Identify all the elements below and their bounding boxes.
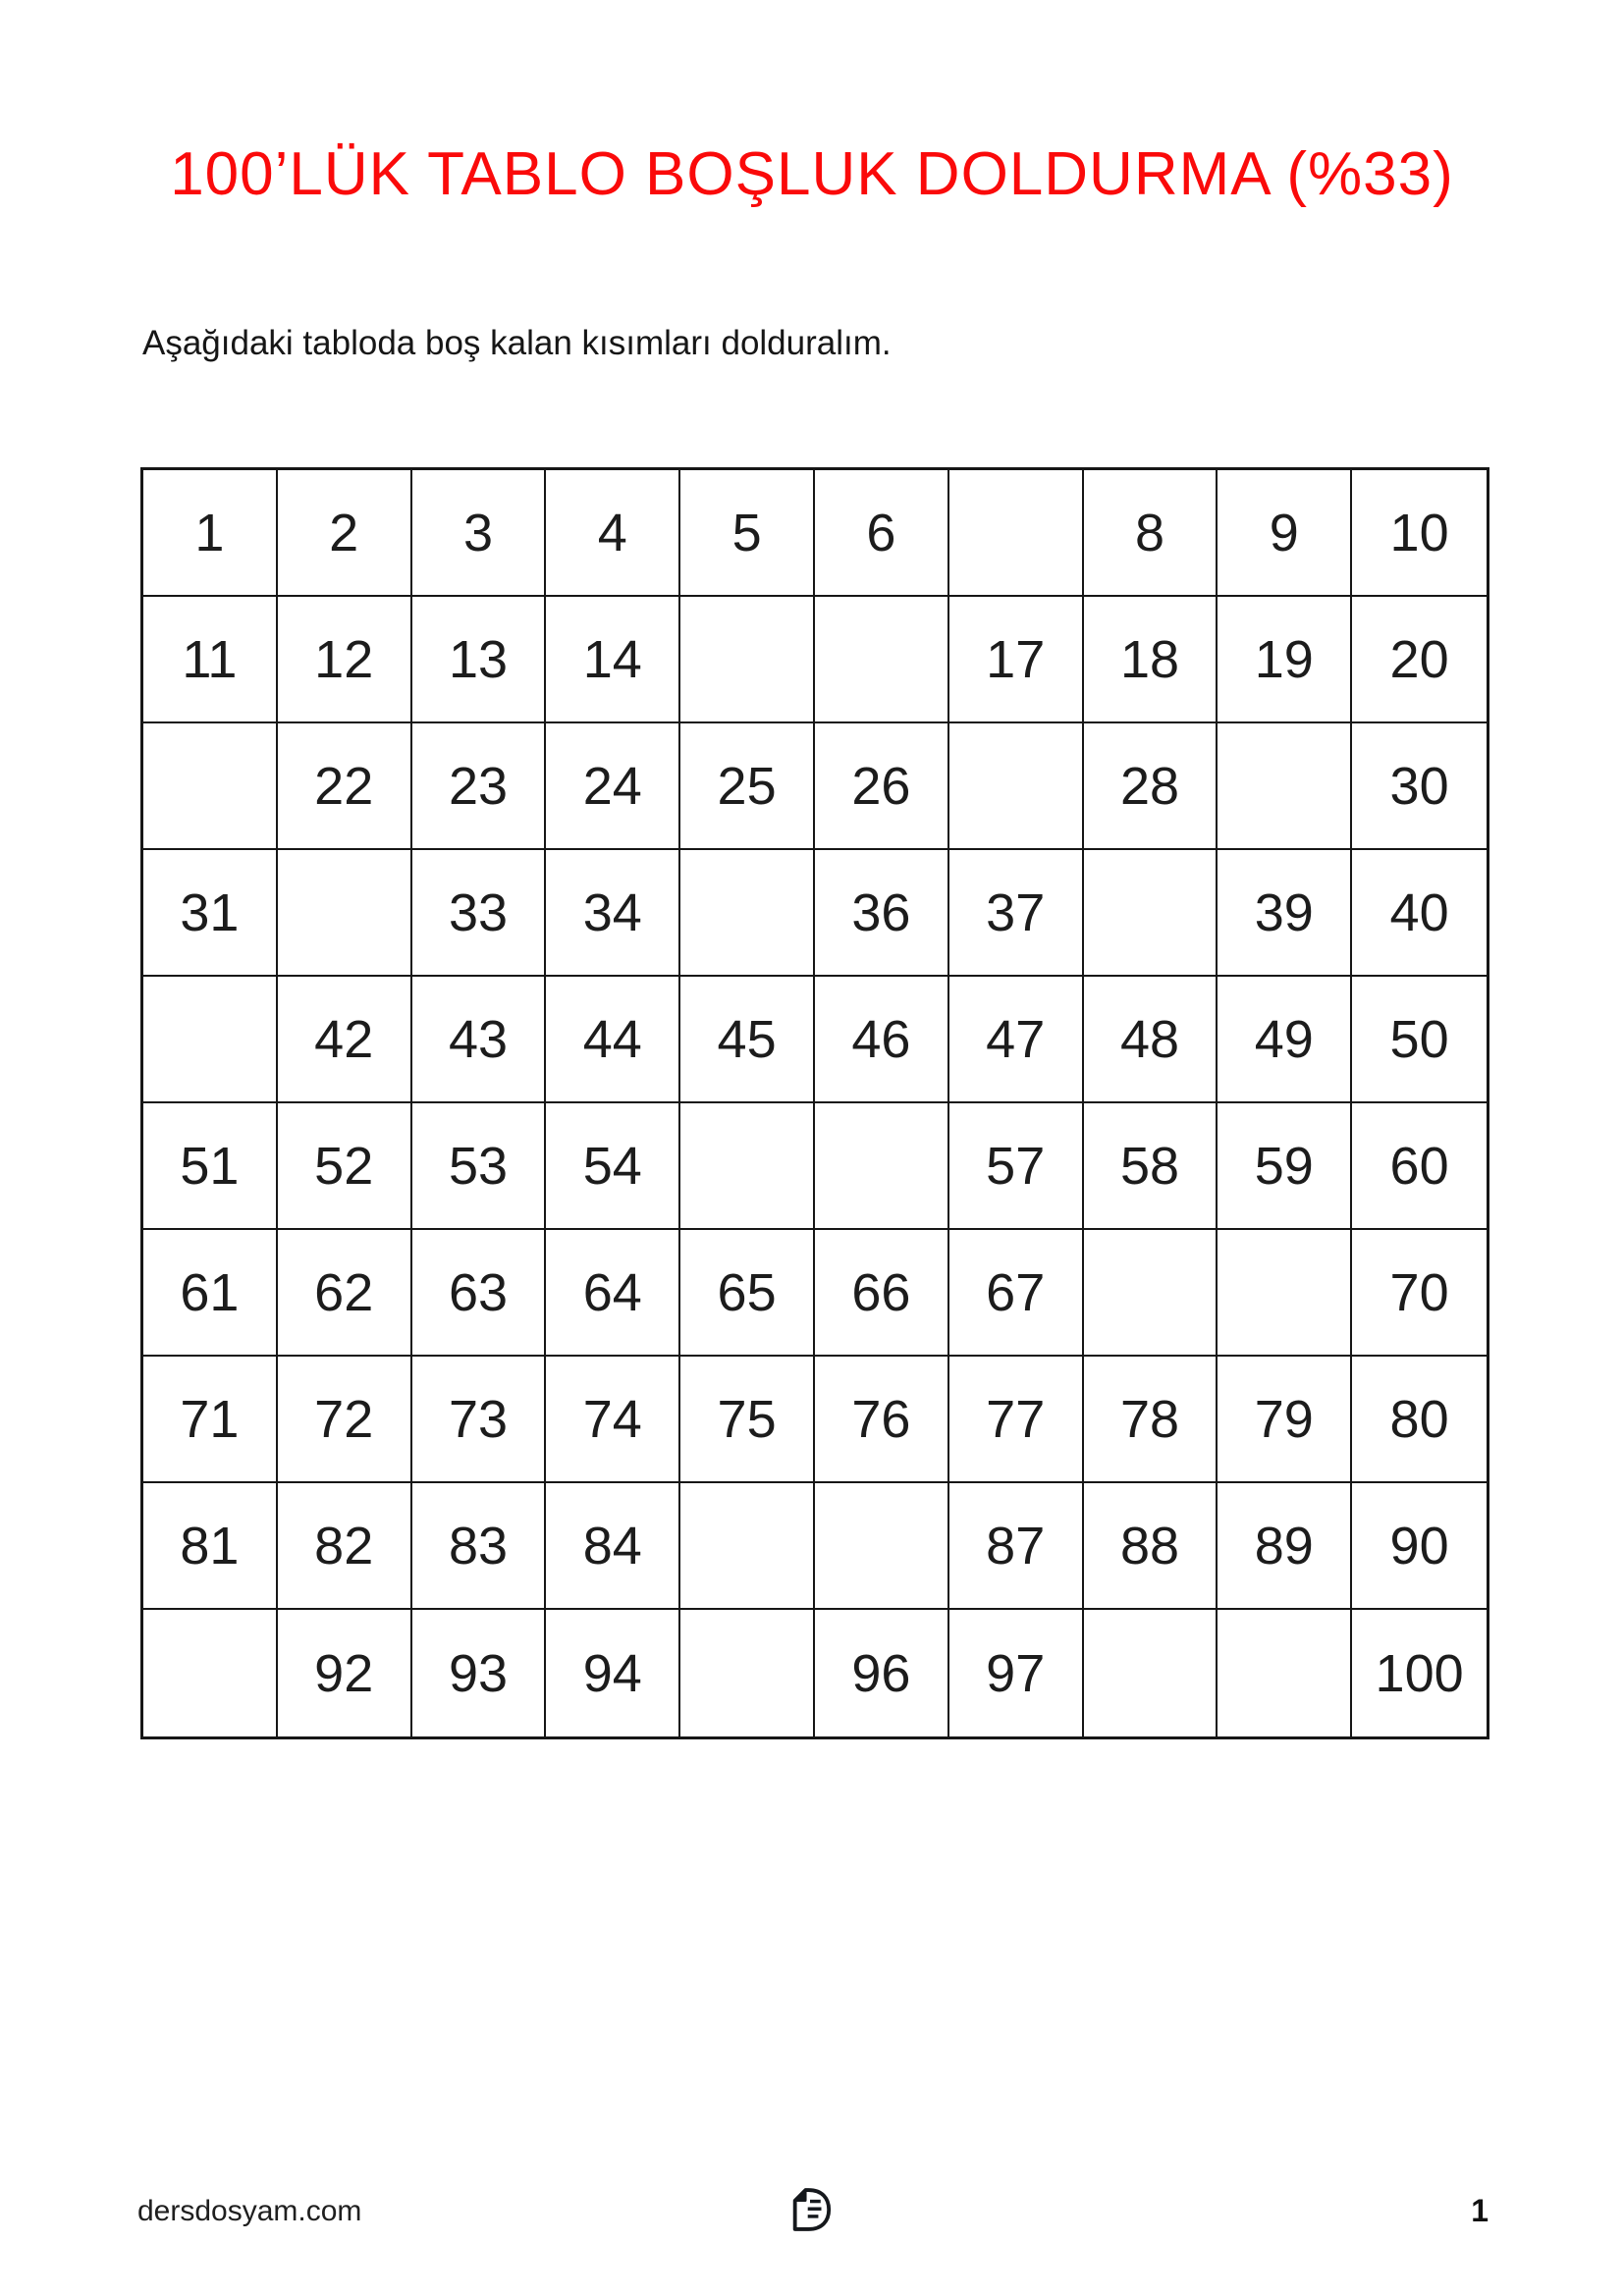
hundred-table xyxy=(140,467,1489,1739)
table-cell: 94 xyxy=(546,1610,680,1736)
table-cell: 53 xyxy=(412,1103,547,1230)
page-number: 1 xyxy=(1471,2193,1489,2228)
table-cell: 49 xyxy=(1218,977,1352,1103)
table-cell: 73 xyxy=(412,1357,547,1483)
table-cell-blank xyxy=(680,1103,815,1230)
table-cell-blank xyxy=(815,597,949,723)
table-cell: 57 xyxy=(949,1103,1084,1230)
table-cell-blank xyxy=(143,723,278,850)
table-cell: 11 xyxy=(143,597,278,723)
dersdosyam-logo-icon xyxy=(788,2187,832,2232)
table-cell: 61 xyxy=(143,1230,278,1357)
table-cell: 48 xyxy=(1084,977,1218,1103)
table-cell: 2 xyxy=(278,470,412,597)
table-cell: 18 xyxy=(1084,597,1218,723)
website-text: dersdosyam.com xyxy=(137,2195,362,2227)
table-cell-blank xyxy=(949,470,1084,597)
table-cell: 20 xyxy=(1352,597,1487,723)
table-cell-blank xyxy=(680,1610,815,1736)
table-cell: 83 xyxy=(412,1483,547,1610)
table-cell: 31 xyxy=(143,850,278,977)
table-cell: 74 xyxy=(546,1357,680,1483)
table-cell: 80 xyxy=(1352,1357,1487,1483)
table-cell: 97 xyxy=(949,1610,1084,1736)
table-cell: 82 xyxy=(278,1483,412,1610)
table-cell: 70 xyxy=(1352,1230,1487,1357)
table-cell: 90 xyxy=(1352,1483,1487,1610)
table-cell: 65 xyxy=(680,1230,815,1357)
table-cell-blank xyxy=(815,1483,949,1610)
table-cell: 79 xyxy=(1218,1357,1352,1483)
table-cell: 72 xyxy=(278,1357,412,1483)
table-cell-blank xyxy=(1218,723,1352,850)
table-cell: 37 xyxy=(949,850,1084,977)
table-cell: 54 xyxy=(546,1103,680,1230)
table-cell: 28 xyxy=(1084,723,1218,850)
table-cell-blank xyxy=(1084,850,1218,977)
table-cell: 100 xyxy=(1375,1643,1464,1703)
table-cell: 4 xyxy=(546,470,680,597)
table-cell: 19 xyxy=(1218,597,1352,723)
table-cell: 77 xyxy=(949,1357,1084,1483)
table-cell: 87 xyxy=(949,1483,1084,1610)
table-cell-blank xyxy=(1084,1610,1218,1736)
table-cell: 52 xyxy=(278,1103,412,1230)
page-title: 100’LÜK TABLO BOŞLUK DOLDURMA (%33) xyxy=(170,140,1454,208)
table-cell: 96 xyxy=(815,1610,949,1736)
table-cell: 92 xyxy=(278,1610,412,1736)
footer xyxy=(0,2181,1624,2260)
table-cell: 14 xyxy=(546,597,680,723)
table-cell: 47 xyxy=(949,977,1084,1103)
table-cell: 8 xyxy=(1084,470,1218,597)
table-cell: 24 xyxy=(546,723,680,850)
instruction-text: Aşağıdaki tabloda boş kalan kısımları dolduralım. xyxy=(142,324,892,362)
table-cell-blank xyxy=(680,1483,815,1610)
table-cell: 42 xyxy=(278,977,412,1103)
table-cell: 71 xyxy=(143,1357,278,1483)
table-cell: 51 xyxy=(143,1103,278,1230)
table-cell: 84 xyxy=(546,1483,680,1610)
table-cell: 1 xyxy=(143,470,278,597)
table-cell: 62 xyxy=(278,1230,412,1357)
table-cell: 30 xyxy=(1352,723,1487,850)
table-cell-blank xyxy=(278,850,412,977)
table-cell-blank xyxy=(1084,1230,1218,1357)
table-cell: 43 xyxy=(412,977,547,1103)
table-cell: 12 xyxy=(278,597,412,723)
table-cell: 13 xyxy=(412,597,547,723)
table-cell: 26 xyxy=(815,723,949,850)
table-cell: 88 xyxy=(1084,1483,1218,1610)
table-cell: 58 xyxy=(1084,1103,1218,1230)
table-cell: 17 xyxy=(949,597,1084,723)
table-cell: 40 xyxy=(1352,850,1487,977)
table-cell: 78 xyxy=(1084,1357,1218,1483)
table-cell: 6 xyxy=(815,470,949,597)
table-cell: 66 xyxy=(815,1230,949,1357)
table-cell: 76 xyxy=(815,1357,949,1483)
table-cell: 63 xyxy=(412,1230,547,1357)
table-cell: 22 xyxy=(278,723,412,850)
table-cell: 93 xyxy=(412,1610,547,1736)
table-cell: 89 xyxy=(1218,1483,1352,1610)
table-cell: 36 xyxy=(815,850,949,977)
table-cell: 60 xyxy=(1352,1103,1487,1230)
table-cell: 10 xyxy=(1352,470,1487,597)
table-cell: 23 xyxy=(412,723,547,850)
table-cell: 44 xyxy=(546,977,680,1103)
table-cell-blank xyxy=(1218,1230,1352,1357)
table-cell: 5 xyxy=(680,470,815,597)
table-cell: 59 xyxy=(1218,1103,1352,1230)
table-cell: 33 xyxy=(412,850,547,977)
table-cell: 39 xyxy=(1218,850,1352,977)
table-cell: 81 xyxy=(143,1483,278,1610)
table-cell: 64 xyxy=(546,1230,680,1357)
table-cell: 25 xyxy=(680,723,815,850)
table-cell-blank xyxy=(143,977,278,1103)
table-cell: 67 xyxy=(949,1230,1084,1357)
table-cell: 9 xyxy=(1218,470,1352,597)
table-cell-blank xyxy=(143,1610,278,1736)
table-cell: 46 xyxy=(815,977,949,1103)
table-cell: 34 xyxy=(546,850,680,977)
table-cell: 45 xyxy=(680,977,815,1103)
table-cell: 75 xyxy=(680,1357,815,1483)
table-cell: 50 xyxy=(1352,977,1487,1103)
table-cell-blank xyxy=(680,597,815,723)
table-cell-blank xyxy=(815,1103,949,1230)
table-cell-blank xyxy=(680,850,815,977)
table-cell: 3 xyxy=(412,470,547,597)
table-cell-blank xyxy=(949,723,1084,850)
table-cell-blank xyxy=(1218,1610,1352,1736)
